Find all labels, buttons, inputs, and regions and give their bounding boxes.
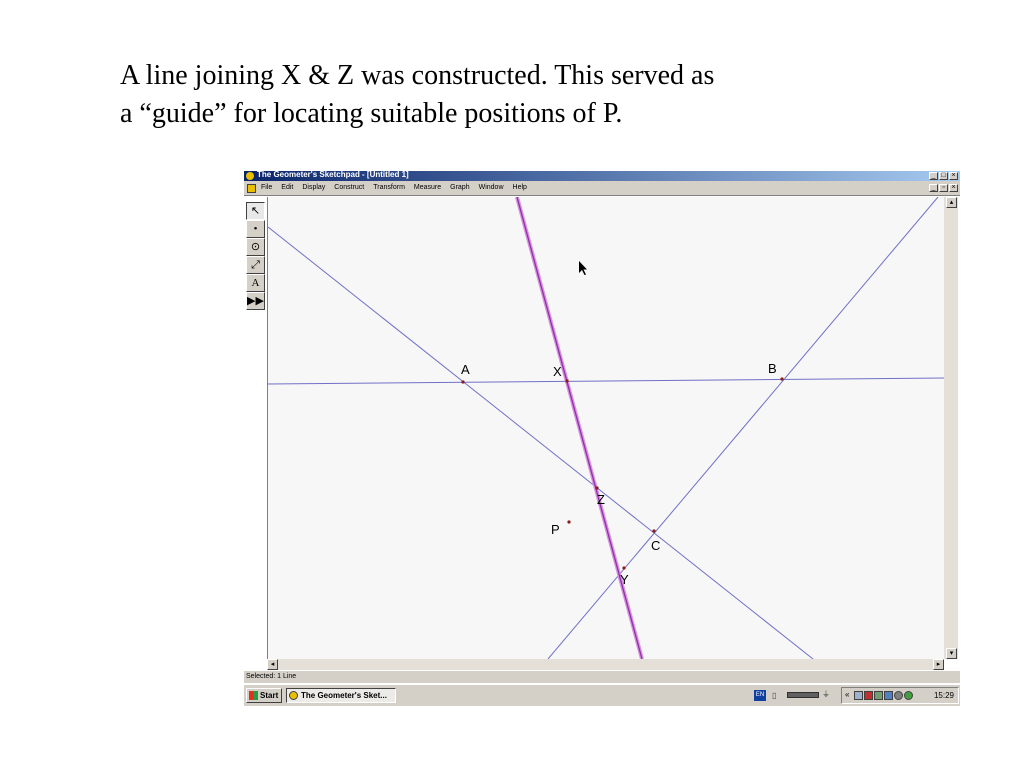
label-z[interactable]: Z [597, 492, 605, 507]
taskbar-sketchpad-label: The Geometer's Sket... [301, 691, 387, 700]
doc-close-button[interactable]: × [949, 184, 958, 192]
sketchpad-app-icon [246, 172, 254, 180]
display-icon[interactable] [874, 691, 883, 700]
title-bar [244, 171, 960, 181]
point-a[interactable] [461, 380, 464, 383]
menu-bar [244, 181, 960, 196]
mouse-pointer-icon [579, 261, 587, 275]
selection-arrow-tool[interactable]: ↖ [246, 202, 265, 220]
label-b[interactable]: B [768, 361, 777, 376]
label-x[interactable]: X [553, 364, 562, 379]
doc-restore-button[interactable]: ▫ [939, 184, 948, 192]
menu-display[interactable]: Display [302, 184, 326, 191]
caption-line-2: a “guide” for locating suitable positions of P. [120, 98, 623, 129]
tray-expand-icon[interactable]: « [845, 690, 850, 699]
menu-edit[interactable]: Edit [281, 184, 294, 191]
point-z[interactable] [595, 486, 598, 489]
tray-toolbar-icon[interactable] [787, 692, 819, 698]
scroll-left-arrow-icon[interactable]: ◂ [267, 659, 278, 670]
scroll-down-arrow-icon[interactable]: ▾ [946, 648, 957, 659]
start-label: Start [260, 691, 279, 700]
point-tool[interactable]: • [246, 220, 265, 238]
network-icon[interactable] [854, 691, 863, 700]
line-through-a-c[interactable] [268, 227, 813, 659]
line-through-a-b[interactable] [268, 378, 945, 384]
scroll-right-arrow-icon[interactable]: ▸ [933, 659, 944, 670]
document-icon[interactable] [247, 184, 256, 193]
straightedge-tool[interactable]: ⤢ [246, 256, 265, 274]
menu-construct[interactable]: Construct [334, 184, 365, 191]
menu-graph[interactable]: Graph [450, 184, 470, 191]
menu-measure[interactable]: Measure [413, 184, 442, 191]
menu-help[interactable]: Help [512, 184, 527, 191]
slide-caption [120, 57, 880, 133]
point-b[interactable] [780, 377, 783, 380]
text-tool[interactable]: A [246, 274, 265, 292]
window-title: The Geometer's Sketchpad - [Untitled 1] [257, 171, 409, 179]
label-c[interactable]: C [651, 538, 661, 553]
label-p[interactable]: P [551, 522, 560, 537]
windows-taskbar [244, 684, 960, 706]
quicklaunch-separator-icon: ▯ [772, 691, 777, 700]
line-through-b-c[interactable] [548, 197, 938, 659]
label-y[interactable]: Y [620, 572, 629, 587]
sketchpad-screenshot [244, 171, 960, 706]
status-bar: Selected: 1 Line [244, 671, 960, 683]
caption-line-1: A line joining X & Z was constructed. This served as [120, 60, 715, 91]
point-c[interactable] [652, 529, 655, 532]
doc-minimize-button[interactable]: _ [929, 184, 938, 192]
sketchpad-task-icon [289, 691, 298, 700]
monitor-icon[interactable] [884, 691, 893, 700]
vertical-scrollbar[interactable] [944, 197, 958, 659]
system-tray [841, 687, 959, 704]
point-p[interactable] [567, 520, 570, 523]
close-button[interactable]: × [949, 172, 958, 180]
horizontal-scrollbar[interactable] [267, 659, 944, 670]
sketch-canvas[interactable] [267, 197, 944, 659]
menu-transform[interactable]: Transform [373, 184, 405, 191]
windows-logo-icon [249, 691, 258, 700]
minimize-button[interactable]: _ [929, 172, 938, 180]
start-button[interactable] [246, 688, 282, 703]
settings-gear-icon[interactable] [894, 691, 903, 700]
sketch-drawing[interactable] [268, 197, 945, 659]
menu-window[interactable]: Window [478, 184, 504, 191]
taskbar-sketchpad-button[interactable] [286, 688, 396, 703]
compass-tool[interactable]: ⊙ [246, 238, 265, 256]
menu-file[interactable]: File [261, 184, 273, 191]
clock[interactable]: 15:29 [933, 691, 954, 700]
label-a[interactable]: A [461, 362, 470, 377]
point-x[interactable] [565, 379, 568, 382]
custom-tool[interactable]: ▶▶ [246, 292, 265, 310]
point-y[interactable] [622, 566, 625, 569]
toolbox [246, 202, 265, 310]
volume-icon[interactable] [904, 691, 913, 700]
scroll-up-arrow-icon[interactable]: ▴ [946, 197, 957, 208]
language-indicator[interactable]: EN [754, 690, 766, 701]
power-plug-icon[interactable]: ⏚ [822, 690, 830, 699]
antivirus-icon[interactable] [864, 691, 873, 700]
maximize-button[interactable]: □ [939, 172, 948, 180]
